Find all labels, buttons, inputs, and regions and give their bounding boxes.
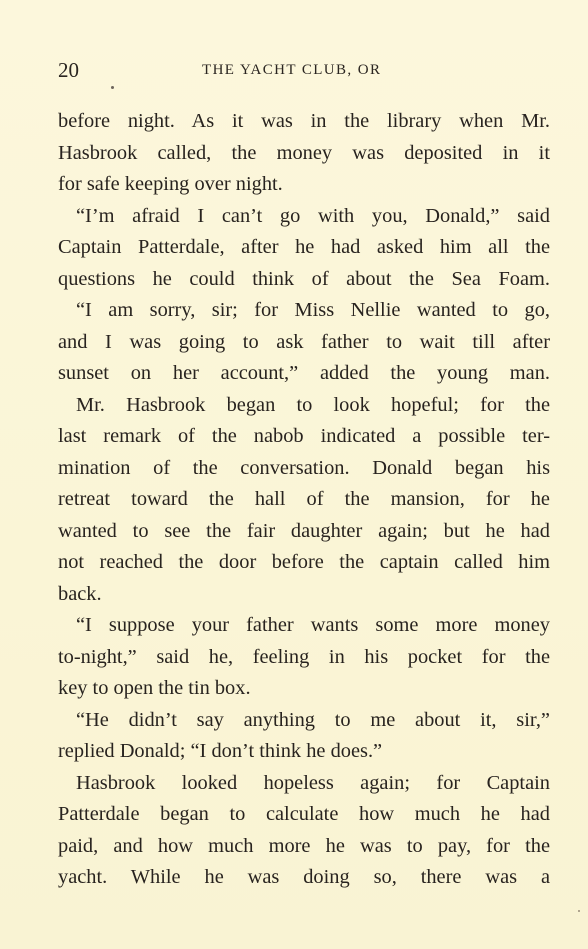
text-line: “He didn’t say anything to me about it, sir,” — [76, 708, 550, 731]
text-line: Hasbrook called, the money was deposited in it — [58, 141, 550, 164]
print-speck — [111, 86, 114, 89]
text-line: yacht. While he was doing so, there was a — [58, 866, 550, 888]
text-line: Captain Patterdale, after he had asked him all the — [58, 236, 550, 258]
page-header — [58, 58, 548, 88]
text-line: Patterdale began to calculate how much he had — [58, 803, 550, 825]
text-line: paid, and how much more he was to pay, for the — [58, 834, 550, 857]
text-line: before night. As it was in the library when Mr. — [58, 110, 550, 132]
page-number: 20 — [58, 58, 79, 82]
text-line: mination of the conversation. Donald began his — [58, 456, 550, 479]
text-line: not reached the door before the captain called him — [58, 551, 550, 573]
text-line: “I’m afraid I can’t go with you, Donald,” said — [76, 204, 550, 227]
text-line: and I was going to ask father to wait till after — [58, 330, 550, 353]
print-speck — [578, 910, 580, 912]
text-line: “I suppose your father wants some more money — [76, 614, 550, 636]
text-line: Mr. Hasbrook began to look hopeful; for the — [76, 393, 550, 416]
body-text — [58, 106, 550, 894]
text-line: retreat toward the hall of the mansion, for he — [58, 488, 550, 510]
running-head: THE YACHT CLUB, OR — [202, 62, 382, 78]
text-line: last remark of the nabob indicated a possible ter- — [58, 425, 550, 447]
text-line: key to open the tin box. — [58, 677, 251, 699]
text-line: sunset on her account,” added the young man. — [58, 362, 550, 384]
text-line: Hasbrook looked hopeless again; for Captain — [76, 771, 550, 794]
text-line: to-night,” said he, feeling in his pocket for the — [58, 645, 550, 668]
text-line: replied Donald; “I don’t think he does.” — [58, 740, 383, 762]
text-line: wanted to see the fair daughter again; but he had — [58, 519, 550, 542]
text-line: questions he could think of about the Sea Foam. — [58, 267, 550, 290]
text-line: “I am sorry, sir; for Miss Nellie wanted to go, — [76, 299, 550, 321]
text-line: back. — [58, 582, 102, 605]
text-line: for safe keeping over night. — [58, 173, 283, 195]
